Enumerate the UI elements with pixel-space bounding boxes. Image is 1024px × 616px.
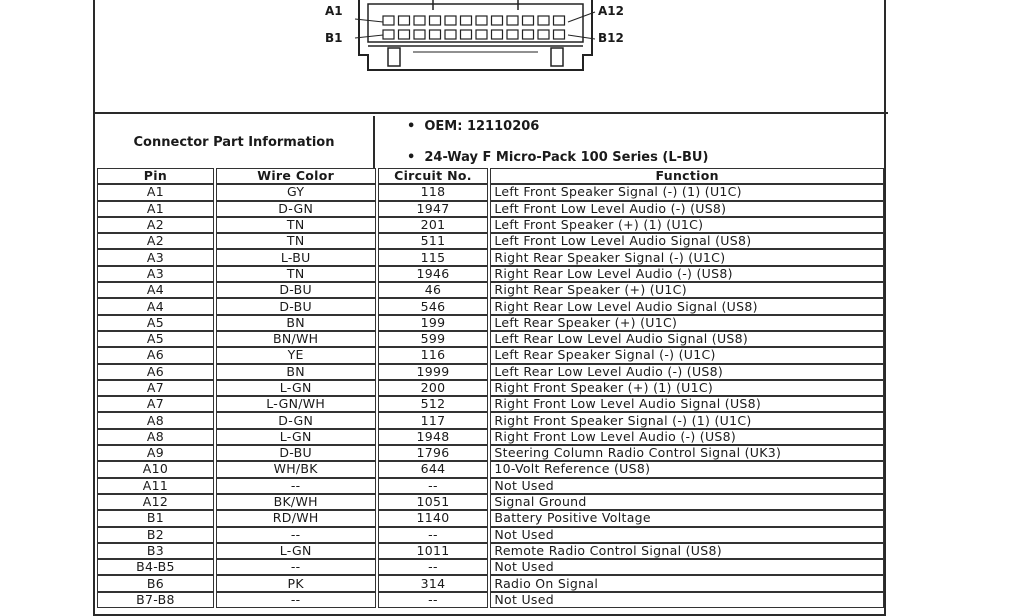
wire-color-cell: L-GN/WH xyxy=(216,396,376,412)
table-row xyxy=(97,461,884,477)
table-row xyxy=(97,429,884,445)
pin-label-a1: A1 xyxy=(325,4,343,18)
pin-cavity xyxy=(430,30,441,39)
pin-cavity xyxy=(538,30,549,39)
function-cell: Right Front Low Level Audio (-) (US8) xyxy=(490,429,884,445)
pin-cavity xyxy=(414,30,425,39)
wire-color-cell: WH/BK xyxy=(216,461,376,477)
pin-cell: B6 xyxy=(97,575,214,591)
function-cell: Not Used xyxy=(490,478,884,494)
pin-cell: A11 xyxy=(97,478,214,494)
wire-color-cell: L-GN xyxy=(216,380,376,396)
function-cell: Right Front Speaker Signal (-) (1) (U1C) xyxy=(490,412,884,428)
wire-color-cell: BN/WH xyxy=(216,331,376,347)
table-row xyxy=(97,298,884,314)
wire-color-cell: BK/WH xyxy=(216,494,376,510)
function-cell: Remote Radio Control Signal (US8) xyxy=(490,543,884,559)
function-cell: Right Rear Speaker (+) (U1C) xyxy=(490,282,884,298)
header-circuit-no: Circuit No. xyxy=(378,168,489,184)
function-cell: Left Rear Low Level Audio (-) (US8) xyxy=(490,364,884,380)
pin-cell: A7 xyxy=(97,380,214,396)
function-cell: Steering Column Radio Control Signal (UK3) xyxy=(490,445,884,461)
wire-color-cell: D-BU xyxy=(216,282,376,298)
pin-cavity xyxy=(461,16,472,25)
wire-color-cell: YE xyxy=(216,347,376,363)
wire-color-cell: D-BU xyxy=(216,445,376,461)
table-row xyxy=(97,543,884,559)
table-row xyxy=(97,575,884,591)
table-row xyxy=(97,364,884,380)
pin-cell: A4 xyxy=(97,298,214,314)
pin-cavity xyxy=(523,16,534,25)
pin-cell: B3 xyxy=(97,543,214,559)
pin-cavity xyxy=(430,16,441,25)
pin-cell: A10 xyxy=(97,461,214,477)
table-row xyxy=(97,184,884,200)
pin-label-b12: B12 xyxy=(598,31,624,45)
oem-line: • OEM: 12110206 xyxy=(407,119,540,134)
pin-cell: A7 xyxy=(97,396,214,412)
wire-color-cell: BN xyxy=(216,315,376,331)
circuit-no-cell: -- xyxy=(378,527,489,543)
wire-color-cell: BN xyxy=(216,364,376,380)
circuit-no-cell: 118 xyxy=(378,184,489,200)
circuit-no-cell: 1796 xyxy=(378,445,489,461)
pin-cavity xyxy=(383,30,394,39)
pin-cell: A1 xyxy=(97,201,214,217)
circuit-no-cell: -- xyxy=(378,559,489,575)
pin-cavity xyxy=(461,30,472,39)
circuit-no-cell: 1947 xyxy=(378,201,489,217)
table-header-row xyxy=(97,168,884,184)
pin-cell: A6 xyxy=(97,364,214,380)
function-cell: Left Front Low Level Audio Signal (US8) xyxy=(490,233,884,249)
table-row xyxy=(97,510,884,526)
circuit-no-cell: 199 xyxy=(378,315,489,331)
table-row xyxy=(97,315,884,331)
pin-cell: A3 xyxy=(97,266,214,282)
pin-cell: A5 xyxy=(97,315,214,331)
function-cell: Left Rear Low Level Audio Signal (US8) xyxy=(490,331,884,347)
table-row xyxy=(97,527,884,543)
pin-cavity xyxy=(492,16,503,25)
table-row xyxy=(97,396,884,412)
table-row xyxy=(97,201,884,217)
pin-cell: A12 xyxy=(97,494,214,510)
pin-cell: B2 xyxy=(97,527,214,543)
function-cell: 10-Volt Reference (US8) xyxy=(490,461,884,477)
wire-color-cell: TN xyxy=(216,233,376,249)
circuit-no-cell: 46 xyxy=(378,282,489,298)
function-cell: Not Used xyxy=(490,592,884,608)
table-row xyxy=(97,331,884,347)
pin-label-a12: A12 xyxy=(598,4,624,18)
pin-cell: A8 xyxy=(97,429,214,445)
pin-cavity xyxy=(445,16,456,25)
circuit-no-cell: -- xyxy=(378,478,489,494)
table-row xyxy=(97,347,884,363)
circuit-no-cell: 1051 xyxy=(378,494,489,510)
part-info-details xyxy=(377,116,882,168)
connector-part-info xyxy=(95,116,886,168)
pin-cell: A9 xyxy=(97,445,214,461)
wire-color-cell: RD/WH xyxy=(216,510,376,526)
pin-cell: A5 xyxy=(97,331,214,347)
pin-cell: A6 xyxy=(97,347,214,363)
table-row xyxy=(97,380,884,396)
circuit-no-cell: 512 xyxy=(378,396,489,412)
pin-cell: A2 xyxy=(97,233,214,249)
pin-cavity xyxy=(507,30,518,39)
wire-color-cell: L-GN xyxy=(216,543,376,559)
pin-cell: B1 xyxy=(97,510,214,526)
pin-cell: A2 xyxy=(97,217,214,233)
table-row xyxy=(97,282,884,298)
circuit-no-cell: 1140 xyxy=(378,510,489,526)
pinout-table xyxy=(95,168,886,608)
circuit-no-cell: 644 xyxy=(378,461,489,477)
function-cell: Right Front Low Level Audio Signal (US8) xyxy=(490,396,884,412)
circuit-no-cell: 599 xyxy=(378,331,489,347)
pin-cavity xyxy=(507,16,518,25)
table-row xyxy=(97,445,884,461)
pin-cavity xyxy=(476,30,487,39)
circuit-no-cell: 116 xyxy=(378,347,489,363)
pin-cavity xyxy=(399,16,410,25)
table-row xyxy=(97,478,884,494)
function-cell: Left Front Speaker (+) (1) (U1C) xyxy=(490,217,884,233)
pin-cavity xyxy=(383,16,394,25)
function-cell: Right Rear Speaker Signal (-) (U1C) xyxy=(490,249,884,265)
pin-cell: A1 xyxy=(97,184,214,200)
function-cell: Radio On Signal xyxy=(490,575,884,591)
function-cell: Right Rear Low Level Audio (-) (US8) xyxy=(490,266,884,282)
circuit-no-cell: 117 xyxy=(378,412,489,428)
table-row xyxy=(97,412,884,428)
circuit-no-cell: 1011 xyxy=(378,543,489,559)
header-function: Function xyxy=(490,168,884,184)
function-cell: Right Front Speaker (+) (1) (U1C) xyxy=(490,380,884,396)
table-row xyxy=(97,249,884,265)
part-info-heading: Connector Part Information xyxy=(95,116,375,168)
wire-color-cell: L-GN xyxy=(216,429,376,445)
circuit-no-cell: 546 xyxy=(378,298,489,314)
pin-cell: B4-B5 xyxy=(97,559,214,575)
wire-color-cell: -- xyxy=(216,478,376,494)
table-row xyxy=(97,494,884,510)
pin-cavity xyxy=(414,16,425,25)
connector-line: • 24-Way F Micro-Pack 100 Series (L-BU) xyxy=(407,150,709,165)
circuit-no-cell: -- xyxy=(378,592,489,608)
table-row xyxy=(97,217,884,233)
circuit-no-cell: 314 xyxy=(378,575,489,591)
function-cell: Not Used xyxy=(490,527,884,543)
circuit-no-cell: 1948 xyxy=(378,429,489,445)
circuit-no-cell: 511 xyxy=(378,233,489,249)
wire-color-cell: D-BU xyxy=(216,298,376,314)
wire-color-cell: PK xyxy=(216,575,376,591)
wire-color-cell: -- xyxy=(216,527,376,543)
table-row xyxy=(97,266,884,282)
function-cell: Left Rear Speaker Signal (-) (U1C) xyxy=(490,347,884,363)
circuit-no-cell: 201 xyxy=(378,217,489,233)
pin-cavity xyxy=(554,16,565,25)
wire-color-cell: D-GN xyxy=(216,412,376,428)
function-cell: Left Rear Speaker (+) (U1C) xyxy=(490,315,884,331)
wire-color-cell: -- xyxy=(216,559,376,575)
function-cell: Left Front Speaker Signal (-) (1) (U1C) xyxy=(490,184,884,200)
function-cell: Battery Positive Voltage xyxy=(490,510,884,526)
connector-diagram xyxy=(93,0,888,114)
function-cell: Right Rear Low Level Audio Signal (US8) xyxy=(490,298,884,314)
wire-color-cell: TN xyxy=(216,217,376,233)
pin-cavity xyxy=(554,30,565,39)
wire-color-cell: GY xyxy=(216,184,376,200)
pin-cavity xyxy=(523,30,534,39)
function-cell: Left Front Low Level Audio (-) (US8) xyxy=(490,201,884,217)
wire-color-cell: L-BU xyxy=(216,249,376,265)
table-row xyxy=(97,559,884,575)
pin-cavity xyxy=(538,16,549,25)
table-row xyxy=(97,233,884,249)
circuit-no-cell: 115 xyxy=(378,249,489,265)
function-cell: Signal Ground xyxy=(490,494,884,510)
oem-number: OEM: 12110206 xyxy=(424,119,540,134)
pin-cell: A3 xyxy=(97,249,214,265)
function-cell: Not Used xyxy=(490,559,884,575)
wire-color-cell: -- xyxy=(216,592,376,608)
header-wire-color: Wire Color xyxy=(216,168,376,184)
circuit-no-cell: 200 xyxy=(378,380,489,396)
circuit-no-cell: 1999 xyxy=(378,364,489,380)
circuit-no-cell: 1946 xyxy=(378,266,489,282)
pin-cavity xyxy=(445,30,456,39)
wire-color-cell: D-GN xyxy=(216,201,376,217)
pin-cell: A8 xyxy=(97,412,214,428)
header-pin: Pin xyxy=(97,168,214,184)
pin-cavity xyxy=(492,30,503,39)
pin-label-b1: B1 xyxy=(325,31,343,45)
connector-type: 24-Way F Micro-Pack 100 Series (L-BU) xyxy=(424,150,709,165)
wire-color-cell: TN xyxy=(216,266,376,282)
pin-cavity xyxy=(399,30,410,39)
pin-cell: B7-B8 xyxy=(97,592,214,608)
pin-cell: A4 xyxy=(97,282,214,298)
connector-face-drawing xyxy=(93,0,888,114)
pin-cavity xyxy=(476,16,487,25)
